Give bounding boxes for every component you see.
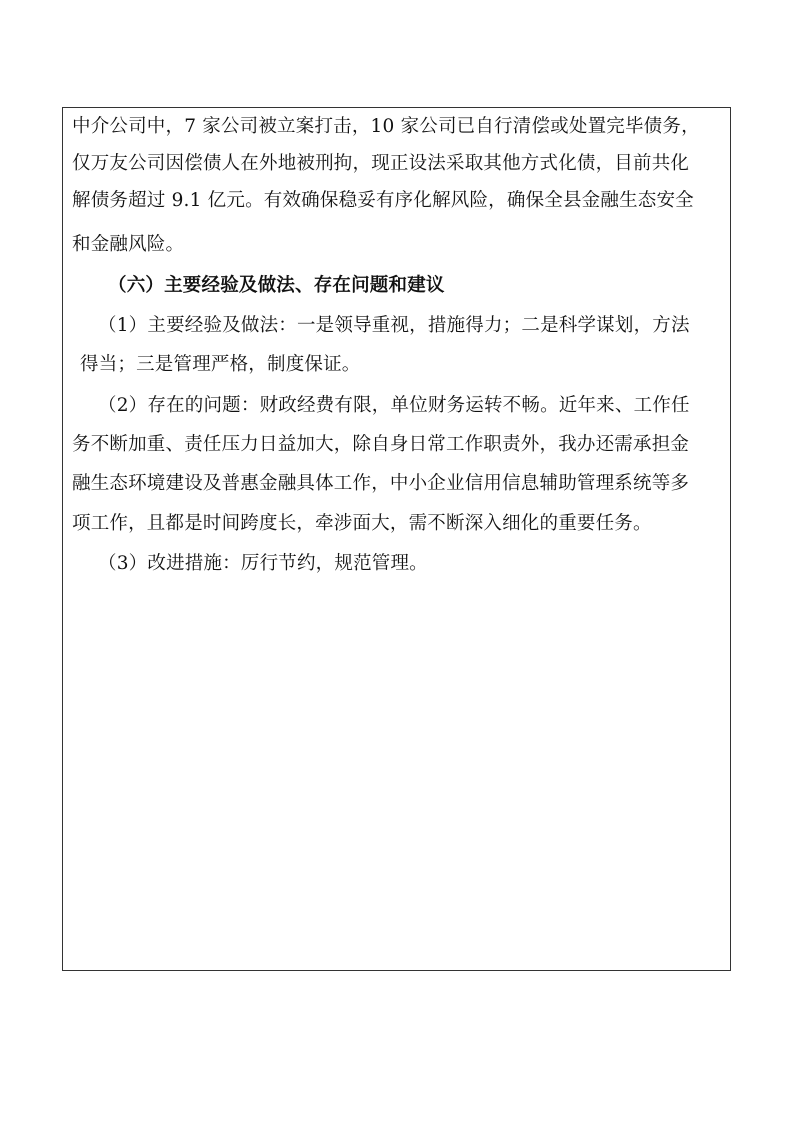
paragraph-line: 中介公司中，7 家公司被立案打击，10 家公司已自行清偿或处置完毕债务，	[72, 116, 700, 137]
paragraph-line: 仅万友公司因偿债人在外地被刑拘，现正设法采取其他方式化债，目前共化	[72, 153, 690, 174]
paragraph-line: 解债务超过 9.1 亿元。有效确保稳妥有序化解风险，确保全县金融生态安全	[72, 190, 694, 211]
paragraph-line: 项工作，且都是时间跨度长，牵涉面大，需不断深入细化的重要任务。	[72, 513, 652, 534]
paragraph-line: （3）改进措施：厉行节约，规范管理。	[98, 553, 428, 574]
paragraph-line: 融生态环境建设及普惠金融具体工作，中小企业信用信息辅助管理系统等多	[72, 473, 690, 494]
paragraph-line: （1）主要经验及做法：一是领导重视，措施得力；二是科学谋划，方法	[98, 315, 690, 336]
paragraph-line: 得当；三是管理严格，制度保证。	[80, 354, 361, 375]
section-heading: （六）主要经验及做法、存在问题和建议	[108, 275, 445, 296]
paragraph-line: 和金融风险。	[72, 234, 185, 255]
paragraph-line: （2）存在的问题：财政经费有限，单位财务运转不畅。近年来、工作任	[98, 395, 690, 416]
paragraph-line: 务不断加重、责任压力日益加大，除自身日常工作职责外，我办还需承担金	[72, 434, 690, 455]
